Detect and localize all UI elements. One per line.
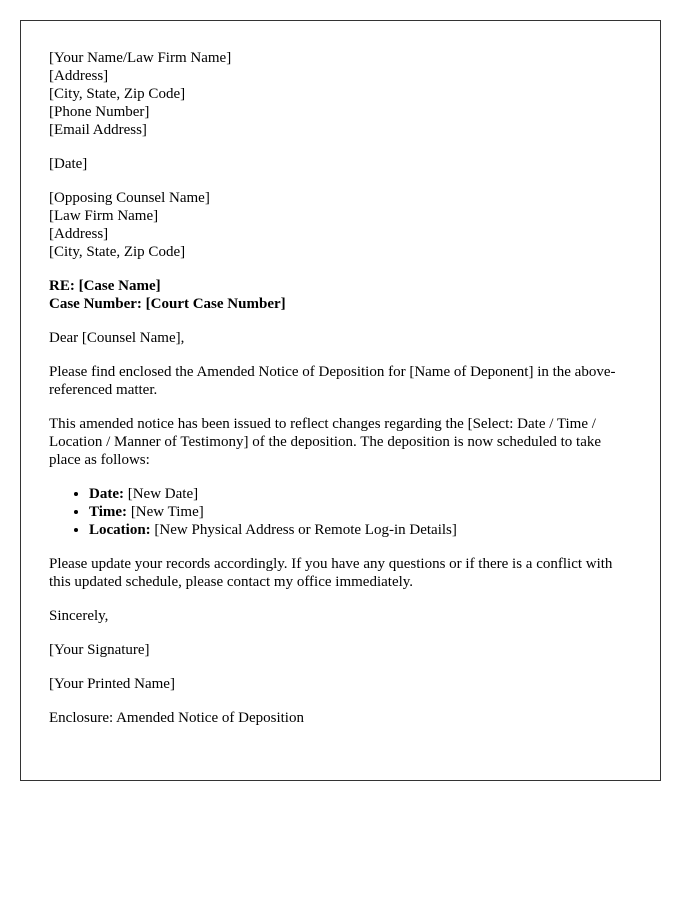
- sender-email: [Email Address]: [49, 122, 147, 138]
- detail-label: Date:: [89, 486, 124, 502]
- detail-value: [New Physical Address or Remote Log-in Details]: [150, 522, 457, 538]
- detail-location: [89, 521, 632, 539]
- sender-city: [City, State, Zip Code]: [49, 86, 186, 102]
- detail-label: Time:: [89, 504, 128, 520]
- recipient-name: [Opposing Counsel Name]: [49, 190, 210, 206]
- reference-block: [49, 277, 632, 313]
- sender-block: [49, 49, 632, 139]
- detail-date: [89, 485, 632, 503]
- detail-value: [New Time]: [127, 504, 204, 520]
- sender-phone: [Phone Number]: [49, 104, 150, 120]
- sender-name: [Your Name/Law Firm Name]: [49, 50, 232, 66]
- case-number: Case Number: [Court Case Number]: [49, 296, 286, 312]
- recipient-city: [City, State, Zip Code]: [49, 244, 186, 260]
- signature: [Your Signature]: [49, 642, 150, 658]
- recipient-address: [Address]: [49, 226, 109, 242]
- closing: Sincerely,: [49, 608, 109, 624]
- recipient-block: [49, 189, 632, 261]
- recipient-firm: [Law Firm Name]: [49, 208, 159, 224]
- paragraph-amended: This amended notice has been issued to reflect changes regarding the [Select: Date / Time / Location / Manner of Testimony] of the deposition. The deposition is now scheduled to take place as follows:: [49, 416, 602, 468]
- deposition-details-list: [49, 485, 632, 539]
- letter-page: [20, 20, 661, 781]
- detail-time: [89, 503, 632, 521]
- case-name: RE: [Case Name]: [49, 278, 161, 294]
- detail-value: [New Date]: [123, 486, 199, 502]
- detail-label: Location:: [89, 522, 151, 538]
- printed-name: [Your Printed Name]: [49, 676, 175, 692]
- sender-address: [Address]: [49, 68, 109, 84]
- enclosure-note: Enclosure: Amended Notice of Deposition: [49, 710, 304, 726]
- paragraph-enclosed: Please find enclosed the Amended Notice of Deposition for [Name of Deponent] in the above-referenced matter.: [49, 364, 616, 398]
- salutation: Dear [Counsel Name],: [49, 330, 185, 346]
- paragraph-update: Please update your records accordingly. If you have any questions or if there is a conflict with this updated schedule, please contact my office immediately.: [49, 556, 613, 590]
- letter-date: [Date]: [49, 156, 88, 172]
